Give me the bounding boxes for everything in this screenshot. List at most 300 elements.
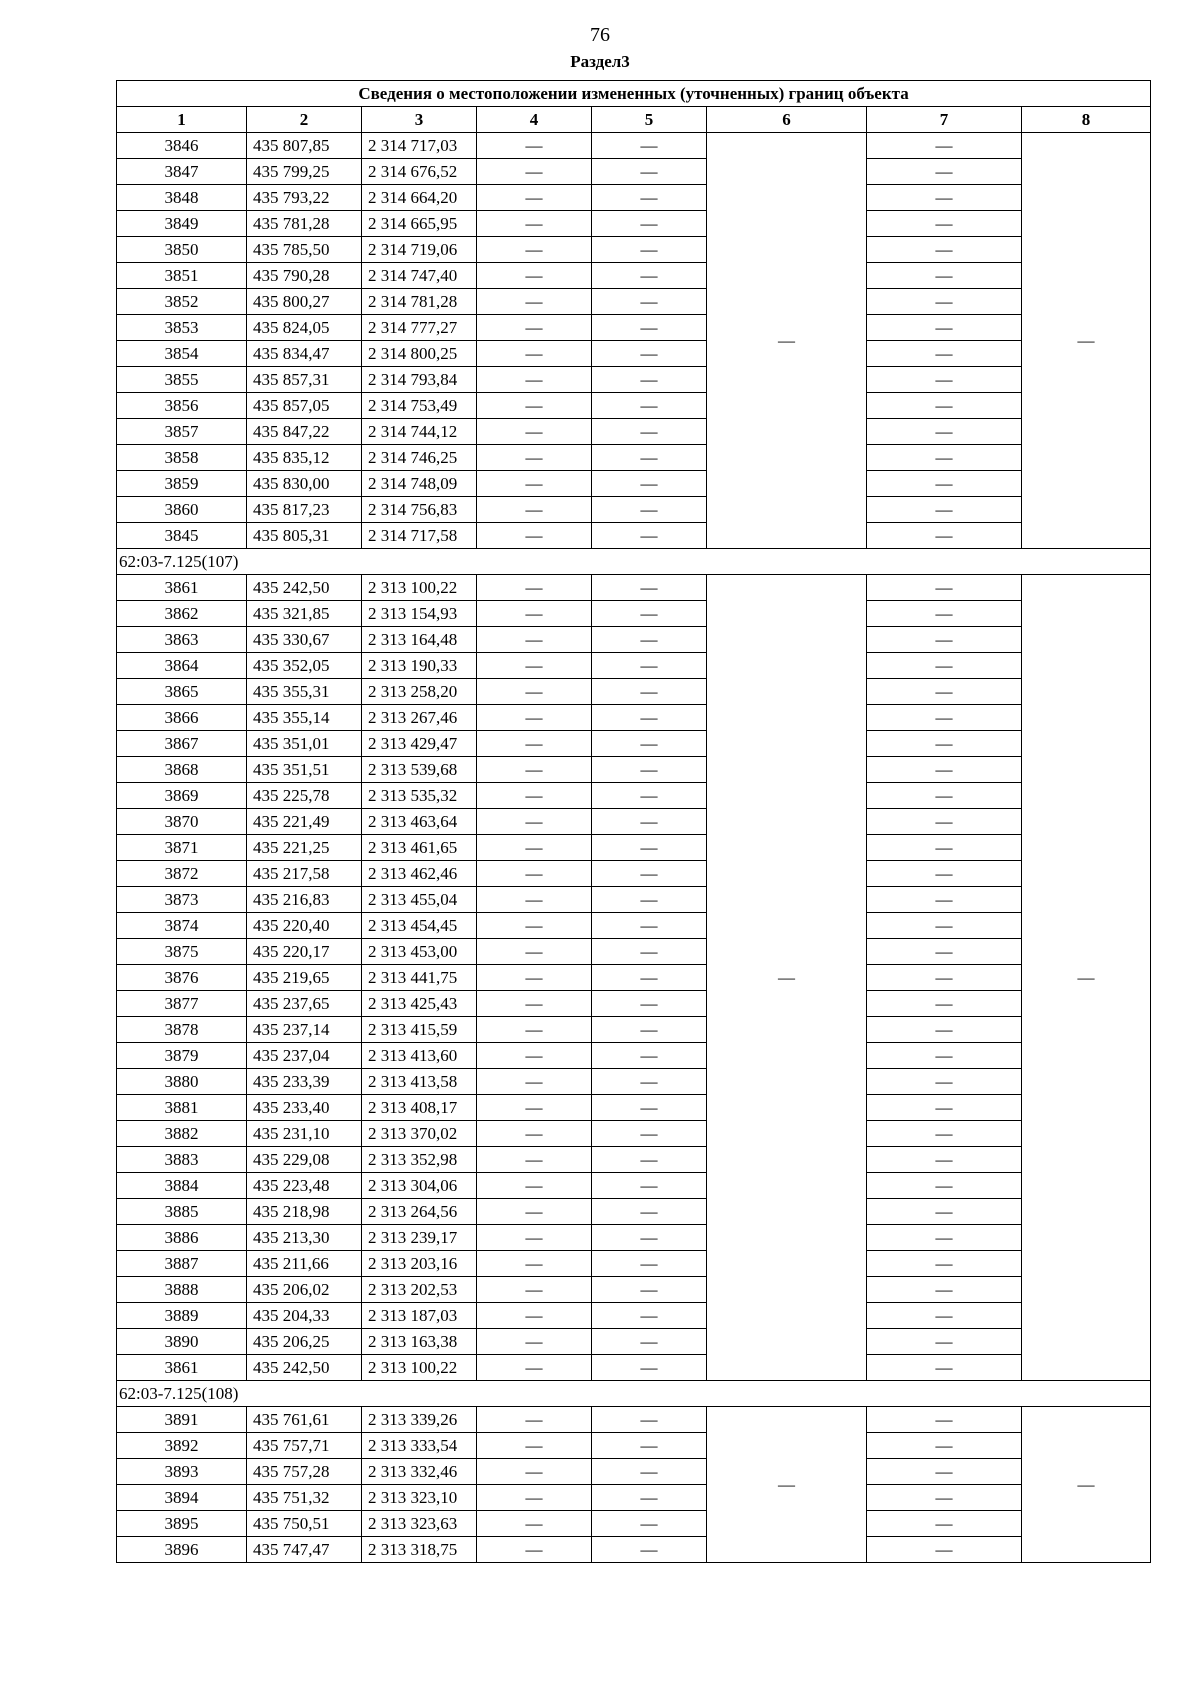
dash-cell: —	[592, 1459, 707, 1485]
table-row	[117, 1095, 1151, 1121]
point-number: 3891	[117, 1407, 247, 1433]
dash-cell: —	[477, 783, 592, 809]
coordinate-y: 2 314 664,20	[362, 185, 477, 211]
dash-cell: —	[592, 159, 707, 185]
table-row	[117, 575, 1151, 601]
dash-cell: —	[592, 731, 707, 757]
table-row	[117, 393, 1151, 419]
coordinate-y: 2 313 462,46	[362, 861, 477, 887]
dash-cell: —	[592, 133, 707, 159]
coordinate-y: 2 313 202,53	[362, 1277, 477, 1303]
point-number: 3857	[117, 419, 247, 445]
coordinate-x: 435 237,04	[247, 1043, 362, 1069]
dash-cell: —	[867, 341, 1022, 367]
dash-cell: —	[867, 965, 1022, 991]
group-label-row	[117, 1381, 1151, 1407]
point-number: 3883	[117, 1147, 247, 1173]
coordinate-y: 2 314 719,06	[362, 237, 477, 263]
merged-dash-cell: —	[707, 133, 867, 549]
dash-cell: —	[867, 887, 1022, 913]
coordinate-y: 2 313 463,64	[362, 809, 477, 835]
point-number: 3882	[117, 1121, 247, 1147]
dash-cell: —	[592, 1407, 707, 1433]
dash-cell: —	[592, 1251, 707, 1277]
dash-cell: —	[592, 1069, 707, 1095]
coordinate-y: 2 313 267,46	[362, 705, 477, 731]
column-header: 3	[362, 107, 477, 133]
coordinate-x: 435 857,31	[247, 367, 362, 393]
coordinate-x: 435 242,50	[247, 575, 362, 601]
coordinate-x: 435 223,48	[247, 1173, 362, 1199]
point-number: 3892	[117, 1433, 247, 1459]
dash-cell: —	[867, 1173, 1022, 1199]
coordinate-x: 435 231,10	[247, 1121, 362, 1147]
table-row	[117, 289, 1151, 315]
dash-cell: —	[477, 1277, 592, 1303]
point-number: 3868	[117, 757, 247, 783]
table-row	[117, 783, 1151, 809]
point-number: 3875	[117, 939, 247, 965]
dash-cell: —	[867, 1485, 1022, 1511]
coordinate-x: 435 785,50	[247, 237, 362, 263]
table-row	[117, 1329, 1151, 1355]
coordinate-x: 435 204,33	[247, 1303, 362, 1329]
coordinate-x: 435 233,40	[247, 1095, 362, 1121]
coordinate-x: 435 790,28	[247, 263, 362, 289]
group-label: 62:03-7.125(108)	[117, 1381, 1151, 1407]
coordinate-y: 2 314 756,83	[362, 497, 477, 523]
point-number: 3864	[117, 653, 247, 679]
dash-cell: —	[867, 1121, 1022, 1147]
dash-cell: —	[867, 1095, 1022, 1121]
coordinate-y: 2 313 539,68	[362, 757, 477, 783]
dash-cell: —	[867, 159, 1022, 185]
dash-cell: —	[867, 1329, 1022, 1355]
point-number: 3874	[117, 913, 247, 939]
dash-cell: —	[867, 1537, 1022, 1563]
dash-cell: —	[867, 289, 1022, 315]
point-number: 3846	[117, 133, 247, 159]
dash-cell: —	[592, 1355, 707, 1381]
coordinate-x: 435 781,28	[247, 211, 362, 237]
dash-cell: —	[592, 419, 707, 445]
dash-cell: —	[867, 211, 1022, 237]
coordinate-y: 2 313 323,10	[362, 1485, 477, 1511]
dash-cell: —	[592, 263, 707, 289]
dash-cell: —	[867, 575, 1022, 601]
coordinate-y: 2 313 415,59	[362, 1017, 477, 1043]
dash-cell: —	[867, 653, 1022, 679]
coordinate-x: 435 213,30	[247, 1225, 362, 1251]
coordinate-y: 2 313 453,00	[362, 939, 477, 965]
dash-cell: —	[477, 159, 592, 185]
table-row	[117, 315, 1151, 341]
dash-cell: —	[592, 1147, 707, 1173]
coordinate-x: 435 229,08	[247, 1147, 362, 1173]
dash-cell: —	[477, 1043, 592, 1069]
coordinate-y: 2 313 258,20	[362, 679, 477, 705]
coordinate-y: 2 313 352,98	[362, 1147, 477, 1173]
point-number: 3886	[117, 1225, 247, 1251]
dash-cell: —	[592, 393, 707, 419]
coordinate-x: 435 211,66	[247, 1251, 362, 1277]
dash-cell: —	[477, 1485, 592, 1511]
coordinate-y: 2 313 264,56	[362, 1199, 477, 1225]
table-row	[117, 965, 1151, 991]
dash-cell: —	[477, 1329, 592, 1355]
dash-cell: —	[867, 679, 1022, 705]
dash-cell: —	[477, 627, 592, 653]
dash-cell: —	[867, 367, 1022, 393]
coordinate-x: 435 355,14	[247, 705, 362, 731]
coordinate-x: 435 757,71	[247, 1433, 362, 1459]
dash-cell: —	[592, 835, 707, 861]
dash-cell: —	[592, 653, 707, 679]
point-number: 3869	[117, 783, 247, 809]
point-number: 3890	[117, 1329, 247, 1355]
dash-cell: —	[592, 757, 707, 783]
dash-cell: —	[592, 1511, 707, 1537]
dash-cell: —	[477, 1225, 592, 1251]
coordinate-x: 435 220,17	[247, 939, 362, 965]
point-number: 3877	[117, 991, 247, 1017]
coordinate-x: 435 817,23	[247, 497, 362, 523]
coordinate-x: 435 834,47	[247, 341, 362, 367]
table-row	[117, 1459, 1151, 1485]
coordinate-y: 2 314 748,09	[362, 471, 477, 497]
dash-cell: —	[477, 913, 592, 939]
point-number: 3871	[117, 835, 247, 861]
coordinate-y: 2 314 744,12	[362, 419, 477, 445]
point-number: 3885	[117, 1199, 247, 1225]
dash-cell: —	[592, 211, 707, 237]
coordinate-y: 2 313 441,75	[362, 965, 477, 991]
point-number: 3861	[117, 1355, 247, 1381]
dash-cell: —	[867, 133, 1022, 159]
coordinate-y: 2 313 323,63	[362, 1511, 477, 1537]
page-number: 76	[590, 24, 610, 46]
dash-cell: —	[477, 575, 592, 601]
coordinate-x: 435 351,01	[247, 731, 362, 757]
dash-cell: —	[592, 1329, 707, 1355]
dash-cell: —	[477, 1511, 592, 1537]
point-number: 3860	[117, 497, 247, 523]
point-number: 3858	[117, 445, 247, 471]
table-row	[117, 523, 1151, 549]
table-row	[117, 627, 1151, 653]
coordinate-x: 435 233,39	[247, 1069, 362, 1095]
point-number: 3895	[117, 1511, 247, 1537]
point-number: 3876	[117, 965, 247, 991]
table-row	[117, 861, 1151, 887]
dash-cell: —	[592, 705, 707, 731]
dash-cell: —	[867, 1459, 1022, 1485]
coordinate-y: 2 313 413,58	[362, 1069, 477, 1095]
coordinate-y: 2 313 333,54	[362, 1433, 477, 1459]
table-row	[117, 497, 1151, 523]
dash-cell: —	[592, 939, 707, 965]
dash-cell: —	[477, 1433, 592, 1459]
coordinate-y: 2 313 187,03	[362, 1303, 477, 1329]
dash-cell: —	[477, 315, 592, 341]
coordinate-y: 2 313 339,26	[362, 1407, 477, 1433]
group-label-row	[117, 549, 1151, 575]
point-number: 3862	[117, 601, 247, 627]
dash-cell: —	[867, 1199, 1022, 1225]
merged-dash-cell: —	[707, 1407, 867, 1563]
table-row	[117, 1173, 1151, 1199]
table-row	[117, 601, 1151, 627]
table-row	[117, 419, 1151, 445]
point-number: 3879	[117, 1043, 247, 1069]
point-number: 3845	[117, 523, 247, 549]
coordinate-y: 2 313 318,75	[362, 1537, 477, 1563]
dash-cell: —	[592, 1173, 707, 1199]
point-number: 3880	[117, 1069, 247, 1095]
coordinate-x: 435 799,25	[247, 159, 362, 185]
coordinate-y: 2 313 190,33	[362, 653, 477, 679]
point-number: 3847	[117, 159, 247, 185]
dash-cell: —	[477, 1121, 592, 1147]
dash-cell: —	[867, 1511, 1022, 1537]
dash-cell: —	[867, 185, 1022, 211]
coordinate-y: 2 313 454,45	[362, 913, 477, 939]
section-title: Раздел3	[570, 52, 630, 71]
point-number: 3859	[117, 471, 247, 497]
coordinate-y: 2 314 793,84	[362, 367, 477, 393]
dash-cell: —	[592, 185, 707, 211]
dash-cell: —	[592, 1043, 707, 1069]
dash-cell: —	[867, 471, 1022, 497]
coordinate-x: 435 805,31	[247, 523, 362, 549]
table-row	[117, 341, 1151, 367]
table-row	[117, 133, 1151, 159]
dash-cell: —	[867, 913, 1022, 939]
dash-cell: —	[592, 1537, 707, 1563]
table-row	[117, 705, 1151, 731]
dash-cell: —	[592, 809, 707, 835]
table-row	[117, 731, 1151, 757]
coordinate-y: 2 313 304,06	[362, 1173, 477, 1199]
point-number: 3867	[117, 731, 247, 757]
dash-cell: —	[592, 445, 707, 471]
dash-cell: —	[592, 341, 707, 367]
dash-cell: —	[477, 1173, 592, 1199]
dash-cell: —	[592, 913, 707, 939]
dash-cell: —	[477, 965, 592, 991]
coordinate-y: 2 314 746,25	[362, 445, 477, 471]
dash-cell: —	[477, 1355, 592, 1381]
coordinate-y: 2 313 100,22	[362, 575, 477, 601]
coordinate-x: 435 321,85	[247, 601, 362, 627]
dash-cell: —	[592, 1277, 707, 1303]
coordinate-y: 2 314 753,49	[362, 393, 477, 419]
dash-cell: —	[592, 1433, 707, 1459]
dash-cell: —	[477, 523, 592, 549]
dash-cell: —	[477, 861, 592, 887]
coordinate-x: 435 857,05	[247, 393, 362, 419]
coordinate-x: 435 751,32	[247, 1485, 362, 1511]
dash-cell: —	[477, 445, 592, 471]
dash-cell: —	[867, 601, 1022, 627]
coordinate-y: 2 314 717,58	[362, 523, 477, 549]
coordinate-x: 435 800,27	[247, 289, 362, 315]
column-header: 7	[867, 107, 1022, 133]
dash-cell: —	[477, 991, 592, 1017]
column-header: 4	[477, 107, 592, 133]
coordinate-x: 435 237,14	[247, 1017, 362, 1043]
dash-cell: —	[477, 705, 592, 731]
dash-cell: —	[867, 757, 1022, 783]
table-row	[117, 913, 1151, 939]
coordinate-x: 435 750,51	[247, 1511, 362, 1537]
dash-cell: —	[592, 1199, 707, 1225]
dash-cell: —	[477, 757, 592, 783]
dash-cell: —	[867, 237, 1022, 263]
coordinate-y: 2 313 408,17	[362, 1095, 477, 1121]
table-row	[117, 991, 1151, 1017]
table-row	[117, 263, 1151, 289]
coordinate-x: 435 225,78	[247, 783, 362, 809]
coordinate-x: 435 747,47	[247, 1537, 362, 1563]
dash-cell: —	[867, 393, 1022, 419]
coordinate-y: 2 313 455,04	[362, 887, 477, 913]
dash-cell: —	[592, 1121, 707, 1147]
dash-cell: —	[477, 835, 592, 861]
dash-cell: —	[867, 835, 1022, 861]
point-number: 3887	[117, 1251, 247, 1277]
dash-cell: —	[867, 523, 1022, 549]
boundary-table	[116, 80, 1151, 1563]
point-number: 3896	[117, 1537, 247, 1563]
coordinate-x: 435 237,65	[247, 991, 362, 1017]
coordinate-y: 2 314 781,28	[362, 289, 477, 315]
merged-dash-cell: —	[707, 575, 867, 1381]
coordinate-y: 2 313 164,48	[362, 627, 477, 653]
point-number: 3884	[117, 1173, 247, 1199]
table-row	[117, 939, 1151, 965]
dash-cell: —	[592, 965, 707, 991]
table-row	[117, 1147, 1151, 1173]
table-row	[117, 887, 1151, 913]
coordinate-y: 2 313 370,02	[362, 1121, 477, 1147]
point-number: 3889	[117, 1303, 247, 1329]
dash-cell: —	[592, 991, 707, 1017]
dash-cell: —	[477, 939, 592, 965]
dash-cell: —	[592, 601, 707, 627]
coordinate-y: 2 313 413,60	[362, 1043, 477, 1069]
dash-cell: —	[867, 1303, 1022, 1329]
dash-cell: —	[477, 393, 592, 419]
coordinate-x: 435 221,25	[247, 835, 362, 861]
table-row	[117, 1225, 1151, 1251]
table-row	[117, 1069, 1151, 1095]
dash-cell: —	[867, 315, 1022, 341]
dash-cell: —	[867, 1225, 1022, 1251]
point-number: 3861	[117, 575, 247, 601]
coordinate-x: 435 757,28	[247, 1459, 362, 1485]
table-row	[117, 679, 1151, 705]
dash-cell: —	[477, 289, 592, 315]
point-number: 3863	[117, 627, 247, 653]
dash-cell: —	[592, 315, 707, 341]
group-label: 62:03-7.125(107)	[117, 549, 1151, 575]
point-number: 3848	[117, 185, 247, 211]
point-number: 3853	[117, 315, 247, 341]
dash-cell: —	[867, 445, 1022, 471]
dash-cell: —	[477, 211, 592, 237]
dash-cell: —	[477, 809, 592, 835]
coordinate-y: 2 314 747,40	[362, 263, 477, 289]
dash-cell: —	[867, 1147, 1022, 1173]
dash-cell: —	[477, 1199, 592, 1225]
column-header: 2	[247, 107, 362, 133]
dash-cell: —	[477, 601, 592, 627]
dash-cell: —	[867, 1251, 1022, 1277]
point-number: 3870	[117, 809, 247, 835]
coordinate-x: 435 847,22	[247, 419, 362, 445]
table-row	[117, 1511, 1151, 1537]
table-row	[117, 1017, 1151, 1043]
dash-cell: —	[867, 705, 1022, 731]
point-number: 3851	[117, 263, 247, 289]
dash-cell: —	[477, 1537, 592, 1563]
dash-cell: —	[867, 1017, 1022, 1043]
coordinate-x: 435 242,50	[247, 1355, 362, 1381]
dash-cell: —	[867, 1277, 1022, 1303]
dash-cell: —	[592, 1303, 707, 1329]
dash-cell: —	[592, 575, 707, 601]
dash-cell: —	[477, 653, 592, 679]
point-number: 3856	[117, 393, 247, 419]
dash-cell: —	[477, 1459, 592, 1485]
column-header: 5	[592, 107, 707, 133]
dash-cell: —	[867, 783, 1022, 809]
table-row	[117, 1251, 1151, 1277]
column-header: 6	[707, 107, 867, 133]
dash-cell: —	[477, 731, 592, 757]
coordinate-y: 2 314 777,27	[362, 315, 477, 341]
table-row	[117, 809, 1151, 835]
dash-cell: —	[592, 1225, 707, 1251]
dash-cell: —	[592, 1017, 707, 1043]
dash-cell: —	[867, 419, 1022, 445]
dash-cell: —	[477, 887, 592, 913]
merged-dash-cell: —	[1022, 1407, 1151, 1563]
merged-dash-cell: —	[1022, 133, 1151, 549]
coordinate-x: 435 218,98	[247, 1199, 362, 1225]
table-row	[117, 185, 1151, 211]
dash-cell: —	[867, 1407, 1022, 1433]
dash-cell: —	[477, 679, 592, 705]
table-body	[117, 133, 1151, 1563]
dash-cell: —	[592, 237, 707, 263]
point-number: 3894	[117, 1485, 247, 1511]
dash-cell: —	[477, 1303, 592, 1329]
coordinate-y: 2 313 100,22	[362, 1355, 477, 1381]
coordinate-x: 435 206,02	[247, 1277, 362, 1303]
point-number: 3881	[117, 1095, 247, 1121]
column-header-row	[117, 107, 1151, 133]
table-row	[117, 1537, 1151, 1563]
dash-cell: —	[592, 861, 707, 887]
dash-cell: —	[477, 1017, 592, 1043]
point-number: 3878	[117, 1017, 247, 1043]
table-row	[117, 1199, 1151, 1225]
dash-cell: —	[867, 627, 1022, 653]
point-number: 3854	[117, 341, 247, 367]
dash-cell: —	[592, 887, 707, 913]
